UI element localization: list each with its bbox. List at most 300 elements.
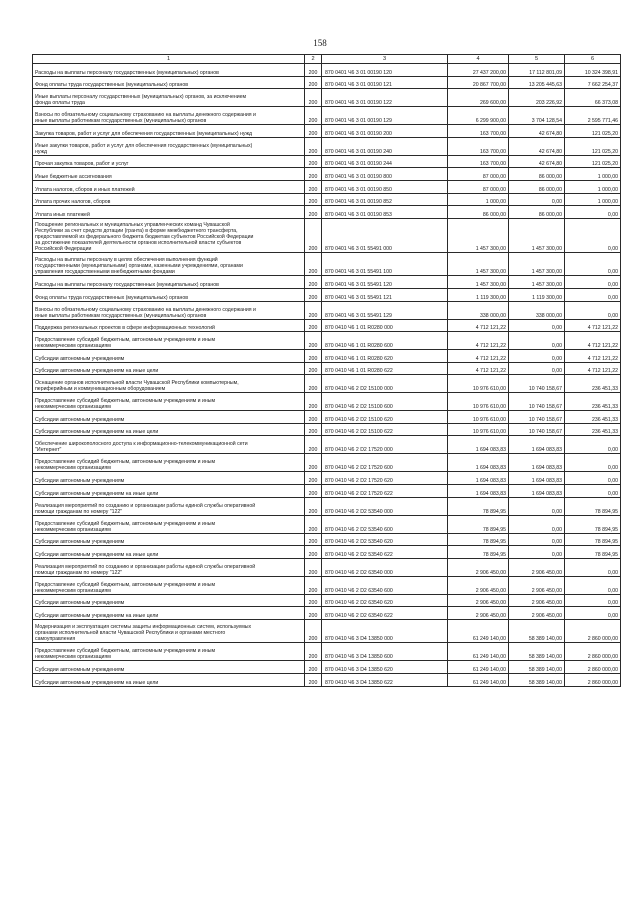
row-approved-amount: 269 600,00 [480, 100, 506, 107]
row-budget-code-cell [322, 661, 448, 674]
row-approved-amount: 78 894,95 [482, 539, 506, 546]
row-budget-code: 870 0401 Ч6 3 01 55491 000 [325, 245, 392, 252]
table-row [33, 607, 621, 620]
row-remaining-amount-cell [565, 558, 621, 576]
row-remaining-amount-cell [565, 576, 621, 594]
row-approved-amount-cell [448, 137, 509, 155]
row-name-cell [33, 107, 305, 125]
row-executed-amount: 1 694 083,83 [531, 490, 562, 497]
page-number: 158 [313, 38, 327, 48]
row-name: Реализация мероприятий по созданию и организации работы единой службы оперативной помощи гражданам по номеру "122" [35, 502, 256, 515]
row-line-code: 200 [308, 118, 318, 125]
row-executed-amount: 10 740 158,67 [528, 386, 562, 393]
row-line-code: 200 [308, 569, 318, 576]
row-executed-amount: 0,00 [551, 199, 562, 206]
row-executed-amount-cell [509, 393, 565, 411]
row-budget-code: 870 0410 Ч6 2 D2 15100 000 [325, 386, 393, 393]
row-remaining-amount-cell [565, 454, 621, 472]
row-executed-amount-cell [509, 620, 565, 643]
row-remaining-amount: 121 025,20 [592, 161, 618, 168]
row-line-code-cell [305, 411, 322, 424]
row-remaining-amount: 4 712 121,22 [587, 325, 618, 332]
row-approved-amount: 78 894,95 [482, 526, 506, 533]
row-remaining-amount: 0,00 [607, 600, 618, 607]
row-budget-code-cell [322, 436, 448, 454]
row-approved-amount-cell [448, 301, 509, 319]
row-name: Уплата иных платежей [35, 211, 90, 218]
row-executed-amount-cell [509, 607, 565, 620]
row-name-cell [33, 411, 305, 424]
row-approved-amount: 2 906 450,00 [475, 569, 506, 576]
row-remaining-amount: 4 712 121,22 [587, 343, 618, 350]
row-line-code: 200 [308, 100, 318, 107]
row-line-code: 200 [308, 447, 318, 454]
row-budget-code-cell [322, 218, 448, 252]
row-executed-amount: 42 674,80 [538, 130, 562, 137]
row-line-code-cell [305, 125, 322, 138]
row-approved-amount: 87 000,00 [482, 173, 506, 180]
row-approved-amount-cell [448, 125, 509, 138]
row-executed-amount: 10 740 158,67 [528, 416, 562, 423]
row-budget-code-cell [322, 375, 448, 393]
row-line-code-cell [305, 485, 322, 498]
row-budget-code: 870 0410 Ч6 2 D2 63540 622 [325, 613, 393, 620]
row-budget-code-cell [322, 620, 448, 643]
row-remaining-amount-cell [565, 332, 621, 350]
row-remaining-amount: 2 860 000,00 [587, 636, 618, 643]
row-remaining-amount: 1 000,00 [597, 173, 618, 180]
row-executed-amount-cell [509, 533, 565, 546]
row-remaining-amount: 2 860 000,00 [587, 679, 618, 686]
row-line-code-cell [305, 276, 322, 289]
row-budget-code: 870 0401 Ч6 3 01 00190 120 [325, 69, 392, 76]
row-approved-amount-cell [448, 206, 509, 219]
row-name: Уплата прочих налогов, сборов [35, 199, 111, 206]
row-executed-amount-cell [509, 546, 565, 559]
row-approved-amount-cell [448, 661, 509, 674]
row-line-code-cell [305, 620, 322, 643]
row-line-code-cell [305, 558, 322, 576]
row-name: Фонд оплаты труда государственных (муниципальных) органов [35, 82, 188, 89]
row-executed-amount-cell [509, 193, 565, 206]
row-line-code: 200 [308, 386, 318, 393]
table-row [33, 180, 621, 193]
row-remaining-amount-cell [565, 288, 621, 301]
table-row [33, 168, 621, 181]
row-approved-amount: 10 976 610,00 [472, 404, 506, 411]
row-remaining-amount-cell [565, 411, 621, 424]
table-row [33, 332, 621, 350]
row-name-cell [33, 643, 305, 661]
table-row [33, 558, 621, 576]
row-executed-amount: 1 457 300,00 [531, 281, 562, 288]
table-row [33, 423, 621, 436]
row-approved-amount-cell [448, 472, 509, 485]
row-budget-code-cell [322, 155, 448, 168]
row-executed-amount: 10 740 158,67 [528, 404, 562, 411]
row-remaining-amount: 236 451,33 [592, 416, 618, 423]
row-line-code: 200 [308, 654, 318, 661]
row-budget-code-cell [322, 643, 448, 661]
row-approved-amount: 1 000,00 [485, 199, 506, 206]
row-name-cell [33, 137, 305, 155]
row-name-cell [33, 301, 305, 319]
row-executed-amount-cell [509, 674, 565, 687]
row-executed-amount: 1 457 300,00 [531, 269, 562, 276]
row-budget-code: 870 0401 Ч6 3 01 00190 200 [325, 130, 392, 137]
row-remaining-amount: 78 894,95 [594, 551, 618, 558]
row-budget-code-cell [322, 319, 448, 332]
row-name: Расходы на выплаты персоналу государственных (муниципальных) органов [35, 69, 219, 76]
row-remaining-amount-cell [565, 89, 621, 107]
table-row [33, 497, 621, 515]
row-line-code-cell [305, 319, 322, 332]
row-budget-code-cell [322, 288, 448, 301]
row-name: Субсидии автономным учреждениям на иные цели [35, 429, 159, 436]
row-name-cell [33, 546, 305, 559]
row-executed-amount: 203 226,92 [536, 100, 562, 107]
row-name: Предоставление субсидий бюджетным, автономным учреждениям и иным некоммерческим организациям [35, 337, 216, 350]
row-approved-amount-cell [448, 533, 509, 546]
row-executed-amount-cell [509, 375, 565, 393]
row-approved-amount-cell [448, 218, 509, 252]
row-name-cell [33, 558, 305, 576]
row-line-code: 200 [308, 269, 318, 276]
row-line-code: 200 [308, 173, 318, 180]
row-line-code: 200 [308, 245, 318, 252]
row-executed-amount: 0,00 [551, 343, 562, 350]
row-executed-amount-cell [509, 276, 565, 289]
table-row [33, 375, 621, 393]
row-line-code-cell [305, 594, 322, 607]
row-name-cell [33, 180, 305, 193]
row-line-code: 200 [308, 312, 318, 319]
row-name-cell [33, 193, 305, 206]
budget-table [32, 54, 621, 687]
row-approved-amount: 1 694 083,83 [475, 447, 506, 454]
row-budget-code: 870 0410 Ч6 3 D4 13850 622 [325, 679, 393, 686]
row-budget-code-cell [322, 546, 448, 559]
row-name: Расходы на выплаты персоналу государственных (муниципальных) органов [35, 281, 219, 288]
row-name-cell [33, 218, 305, 252]
row-line-code: 200 [308, 416, 318, 423]
row-executed-amount-cell [509, 472, 565, 485]
row-executed-amount: 86 000,00 [538, 173, 562, 180]
table-row [33, 107, 621, 125]
row-remaining-amount-cell [565, 515, 621, 533]
row-approved-amount: 1 457 300,00 [475, 245, 506, 252]
row-remaining-amount-cell [565, 125, 621, 138]
row-approved-amount-cell [448, 155, 509, 168]
row-approved-amount-cell [448, 350, 509, 363]
row-executed-amount-cell [509, 423, 565, 436]
row-remaining-amount-cell [565, 661, 621, 674]
row-budget-code: 870 0410 Ч6 2 D2 53540 000 [325, 508, 393, 515]
row-name-cell [33, 155, 305, 168]
row-approved-amount: 61 249 140,00 [472, 667, 506, 674]
row-executed-amount-cell [509, 594, 565, 607]
row-name-cell [33, 515, 305, 533]
row-executed-amount-cell [509, 125, 565, 138]
table-row [33, 594, 621, 607]
row-name-cell [33, 472, 305, 485]
row-executed-amount-cell [509, 319, 565, 332]
row-approved-amount: 4 712 121,22 [475, 355, 506, 362]
row-name-cell [33, 594, 305, 607]
row-approved-amount-cell [448, 168, 509, 181]
row-approved-amount-cell [448, 180, 509, 193]
row-budget-code: 870 0410 Ч6 1 01 R0280 622 [325, 368, 393, 375]
row-approved-amount: 1 694 083,83 [475, 465, 506, 472]
row-line-code-cell [305, 454, 322, 472]
row-name-cell [33, 454, 305, 472]
table-row [33, 76, 621, 89]
row-remaining-amount-cell [565, 643, 621, 661]
row-executed-amount: 42 674,80 [538, 148, 562, 155]
row-remaining-amount: 0,00 [607, 478, 618, 485]
row-executed-amount: 2 906 450,00 [531, 587, 562, 594]
row-remaining-amount: 0,00 [607, 211, 618, 218]
row-line-code-cell [305, 350, 322, 363]
row-remaining-amount: 1 000,00 [597, 186, 618, 193]
row-line-code: 200 [308, 294, 318, 301]
row-budget-code-cell [322, 393, 448, 411]
row-name: Предоставление субсидий бюджетным, автономным учреждениям и иным некоммерческим организациям [35, 520, 216, 533]
table-row [33, 436, 621, 454]
row-remaining-amount: 66 373,08 [594, 100, 618, 107]
row-line-code-cell [305, 301, 322, 319]
row-line-code-cell [305, 218, 322, 252]
row-remaining-amount-cell [565, 620, 621, 643]
row-budget-code-cell [322, 454, 448, 472]
row-executed-amount: 1 694 083,83 [531, 465, 562, 472]
row-budget-code-cell [322, 252, 448, 275]
row-line-code-cell [305, 533, 322, 546]
row-name: Субсидии автономным учреждениям на иные цели [35, 368, 159, 375]
row-remaining-amount: 78 894,95 [594, 526, 618, 533]
row-approved-amount-cell [448, 375, 509, 393]
row-approved-amount: 10 976 610,00 [472, 429, 506, 436]
row-budget-code: 870 0401 Ч6 3 01 00190 850 [325, 186, 392, 193]
row-line-code-cell [305, 107, 322, 125]
row-remaining-amount-cell [565, 393, 621, 411]
row-executed-amount: 42 674,80 [538, 161, 562, 168]
column-number: 1 [33, 55, 305, 64]
row-approved-amount: 4 712 121,22 [475, 325, 506, 332]
row-line-code-cell [305, 193, 322, 206]
row-name-cell [33, 350, 305, 363]
row-line-code: 200 [308, 368, 318, 375]
row-remaining-amount: 0,00 [607, 281, 618, 288]
row-remaining-amount-cell [565, 206, 621, 219]
row-approved-amount-cell [448, 276, 509, 289]
table-row [33, 546, 621, 559]
row-name: Субсидии автономным учреждениям [35, 355, 125, 362]
row-budget-code: 870 0401 Ч6 3 01 00190 240 [325, 148, 392, 155]
row-budget-code-cell [322, 89, 448, 107]
row-line-code-cell [305, 607, 322, 620]
row-executed-amount-cell [509, 206, 565, 219]
row-executed-amount: 0,00 [551, 368, 562, 375]
row-remaining-amount-cell [565, 64, 621, 77]
row-approved-amount-cell [448, 558, 509, 576]
row-remaining-amount: 2 595 771,46 [587, 118, 618, 125]
row-executed-amount: 0,00 [551, 539, 562, 546]
row-name: Модернизация и эксплуатация системы защиты информационных систем, используемых органами исполнительной власти Чувашской Республики и органами местного самоуправления [35, 624, 252, 643]
row-line-code-cell [305, 472, 322, 485]
row-remaining-amount: 236 451,33 [592, 429, 618, 436]
row-remaining-amount-cell [565, 137, 621, 155]
row-line-code-cell [305, 643, 322, 661]
row-approved-amount: 338 000,00 [480, 312, 506, 319]
row-remaining-amount-cell [565, 301, 621, 319]
row-remaining-amount: 2 860 000,00 [587, 667, 618, 674]
row-budget-code: 870 0410 Ч6 3 D4 13850 600 [325, 654, 393, 661]
row-budget-code-cell [322, 497, 448, 515]
row-name: Поощрение региональных и муниципальных управленческих команд Чувашской Республики за счет средств дотации (гранта) в форме межбюджетного трансферта, предоставляемой из федерального бюджета бюджетам субъектов Российской Федерации за достижение показателей деятельности органов исполнительной власти субъектов Российской Федерации [35, 221, 254, 252]
row-remaining-amount-cell [565, 607, 621, 620]
table-row [33, 674, 621, 687]
row-executed-amount: 0,00 [551, 355, 562, 362]
row-remaining-amount: 0,00 [607, 587, 618, 594]
table-row [33, 64, 621, 77]
row-name-cell [33, 674, 305, 687]
row-remaining-amount: 236 451,33 [592, 404, 618, 411]
row-budget-code-cell [322, 301, 448, 319]
row-name: Субсидии автономным учреждениям [35, 667, 125, 674]
row-executed-amount: 58 389 140,00 [528, 636, 562, 643]
row-name: Предоставление субсидий бюджетным, автономным учреждениям и иным некоммерческим организациям [35, 398, 216, 411]
row-remaining-amount: 0,00 [607, 294, 618, 301]
row-name: Субсидии автономным учреждениям на иные цели [35, 679, 159, 686]
row-remaining-amount-cell [565, 436, 621, 454]
row-approved-amount-cell [448, 607, 509, 620]
row-line-code: 200 [308, 508, 318, 515]
row-budget-code: 870 0401 Ч6 3 01 00190 121 [325, 82, 392, 89]
row-line-code: 200 [308, 130, 318, 137]
row-executed-amount: 17 112 801,09 [529, 69, 562, 76]
row-budget-code: 870 0410 Ч6 2 D2 17520 600 [325, 465, 393, 472]
row-executed-amount-cell [509, 107, 565, 125]
row-line-code: 200 [308, 199, 318, 206]
table-row [33, 643, 621, 661]
row-approved-amount-cell [448, 594, 509, 607]
row-remaining-amount-cell [565, 76, 621, 89]
row-executed-amount-cell [509, 168, 565, 181]
row-name-cell [33, 276, 305, 289]
table-row [33, 252, 621, 275]
row-remaining-amount: 0,00 [607, 569, 618, 576]
row-remaining-amount-cell [565, 362, 621, 375]
row-budget-code-cell [322, 594, 448, 607]
row-executed-amount-cell [509, 497, 565, 515]
row-remaining-amount: 4 712 121,22 [587, 355, 618, 362]
row-line-code-cell [305, 436, 322, 454]
row-line-code: 200 [308, 490, 318, 497]
row-approved-amount-cell [448, 620, 509, 643]
row-name: Поддержка региональных проектов в сфере информационных технологий [35, 325, 215, 332]
row-name-cell [33, 620, 305, 643]
row-executed-amount-cell [509, 155, 565, 168]
row-executed-amount: 2 906 450,00 [531, 569, 562, 576]
row-line-code: 200 [308, 478, 318, 485]
table-row [33, 661, 621, 674]
row-line-code-cell [305, 515, 322, 533]
table-row [33, 206, 621, 219]
row-line-code: 200 [308, 600, 318, 607]
row-executed-amount: 58 389 140,00 [528, 679, 562, 686]
row-approved-amount: 163 700,00 [480, 148, 506, 155]
row-budget-code: 870 0410 Ч6 3 D4 13850 000 [325, 636, 393, 643]
row-executed-amount-cell [509, 180, 565, 193]
row-approved-amount: 2 906 450,00 [475, 587, 506, 594]
row-approved-amount-cell [448, 252, 509, 275]
row-line-code-cell [305, 64, 322, 77]
row-budget-code-cell [322, 607, 448, 620]
row-name: Субсидии автономным учреждениям [35, 539, 125, 546]
row-remaining-amount: 2 860 000,00 [587, 654, 618, 661]
column-number-row [33, 55, 621, 64]
row-remaining-amount: 10 324 398,91 [584, 69, 618, 76]
row-budget-code: 870 0410 Ч6 1 01 R0280 620 [325, 355, 393, 362]
table-row [33, 288, 621, 301]
row-name: Взносы по обязательному социальному страхованию на выплаты денежного содержания и иные выплаты работникам государственных (муниципальных) органов [35, 112, 256, 125]
row-name-cell [33, 661, 305, 674]
row-approved-amount-cell [448, 423, 509, 436]
row-name-cell [33, 206, 305, 219]
row-approved-amount-cell [448, 436, 509, 454]
row-executed-amount: 1 119 300,00 [532, 294, 562, 301]
row-line-code-cell [305, 332, 322, 350]
table-row [33, 576, 621, 594]
row-executed-amount: 10 740 158,67 [528, 429, 562, 436]
row-name: Иные бюджетные ассигнования [35, 173, 112, 180]
row-remaining-amount: 121 025,20 [592, 130, 618, 137]
row-remaining-amount-cell [565, 252, 621, 275]
row-line-code: 200 [308, 667, 318, 674]
row-approved-amount: 163 700,00 [480, 130, 506, 137]
row-remaining-amount-cell [565, 350, 621, 363]
row-line-code: 200 [308, 636, 318, 643]
row-line-code-cell [305, 674, 322, 687]
row-budget-code: 870 0401 Ч6 3 01 55491 120 [325, 281, 392, 288]
row-name: Субсидии автономным учреждениям на иные цели [35, 613, 159, 620]
row-name-cell [33, 89, 305, 107]
row-name: Иные закупки товаров, работ и услуг для обеспечения государственных (муниципальных) нужд [35, 142, 253, 155]
row-remaining-amount: 78 894,95 [594, 539, 618, 546]
row-budget-code: 870 0401 Ч6 3 01 55491 121 [325, 294, 392, 301]
row-line-code: 200 [308, 526, 318, 533]
table-row [33, 411, 621, 424]
row-budget-code: 870 0410 Ч6 2 D2 15100 620 [325, 416, 393, 423]
row-name-cell [33, 436, 305, 454]
row-approved-amount: 27 437 200,00 [472, 69, 506, 76]
row-executed-amount-cell [509, 332, 565, 350]
row-name-cell [33, 607, 305, 620]
row-line-code: 200 [308, 355, 318, 362]
table-row [33, 193, 621, 206]
table-row [33, 137, 621, 155]
row-approved-amount-cell [448, 193, 509, 206]
row-budget-code: 870 0401 Ч6 3 01 00190 244 [325, 161, 392, 168]
row-budget-code-cell [322, 76, 448, 89]
row-line-code: 200 [308, 186, 318, 193]
row-executed-amount: 0,00 [551, 508, 562, 515]
row-name-cell [33, 64, 305, 77]
row-approved-amount: 1 457 300,00 [475, 281, 506, 288]
row-approved-amount-cell [448, 643, 509, 661]
row-executed-amount-cell [509, 76, 565, 89]
